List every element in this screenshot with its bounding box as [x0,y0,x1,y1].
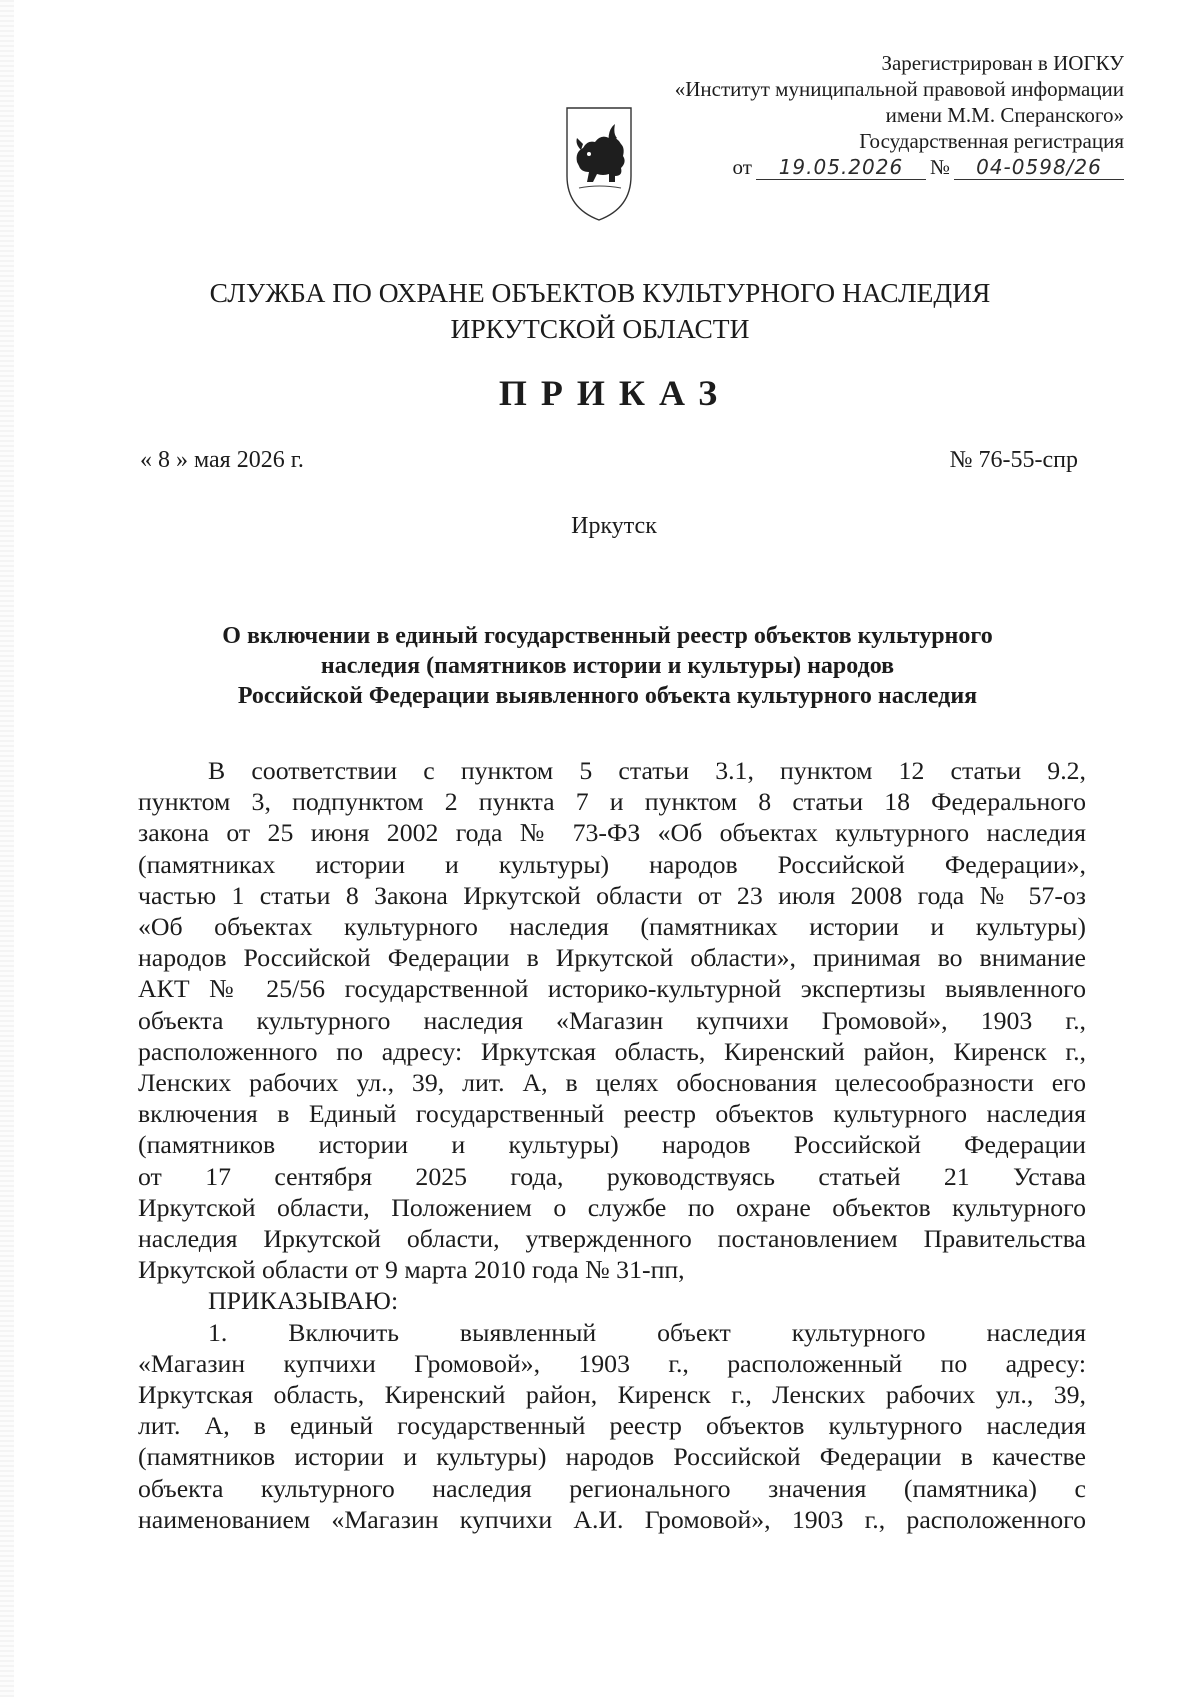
registration-line-4: Государственная регистрация [859,129,1124,153]
item-1-line: объекта культурного наследия регионального значения (памятника) с [138,1473,1086,1503]
preamble-line: Ленских рабочих ул., 39, лит. А, в целях обоснования целесообразности его [138,1068,1086,1098]
preamble-line: частью 1 статьи 8 Закона Иркутской области от 23 июля 2008 года № 57-оз [138,880,1086,910]
order-title-line-1: О включении в единый государственный реестр объектов культурного [222,623,993,649]
registration-line-3: имени М.М. Сперанского» [885,103,1124,127]
agency-name [0,275,1200,347]
agency-name-line-2: ИРКУТСКОЙ ОБЛАСТИ [450,313,750,344]
preamble-line: «Об объектах культурного наследия (памятниках истории и культуры) [138,912,1086,942]
preamble-line: наследия Иркутской области, утвержденного постановлением Правительства [138,1224,1086,1254]
item-1-line: наименованием «Магазин купчихи А.И. Громовой», 1903 г., расположенного [138,1504,1086,1534]
item-1-line: лит. А, в единый государственный реестр объектов культурного наследия [138,1411,1086,1441]
registration-number-prefix: № [929,155,950,179]
item-1-line: (памятников истории и культуры) народов Российской Федерации в качестве [138,1442,1086,1472]
preamble-line: В соответствии с пунктом 5 статьи 3.1, пунктом 12 статьи 9.2, [208,756,1086,785]
preamble-line: народов Российской Федерации в Иркутской области», принимая во внимание [138,943,1086,973]
preamble-line: АКТ № 25/56 государственной историко-культурной экспертизы выявленного [138,974,1086,1004]
registration-handwritten-row [564,154,1124,180]
registration-stamp [564,50,1124,180]
preamble-line: (памятниках истории и культуры) народов Российской Федерации», [138,849,1086,879]
preamble-line: Иркутской области, Положением о службе по охране объектов культурного [138,1192,1086,1222]
registration-date-handwritten: 19.05.2026 [756,155,926,180]
registration-from-prefix: от [732,155,752,179]
registration-line-1: Зарегистрирован в ИОГКУ [881,51,1124,75]
order-date: « 8 » мая 2026 г. [140,447,304,473]
order-title-line-3: Российской Федерации выявленного объекта культурного наследия [237,683,978,709]
preamble-line: закона от 25 июня 2002 года № 73-ФЗ «Об объектах культурного наследия [138,818,1086,848]
preamble-paragraph [138,755,1086,1285]
issue-city: Иркутск [571,513,657,539]
order-body [138,755,1086,1535]
agency-name-line-1: СЛУЖБА ПО ОХРАНЕ ОБЪЕКТОВ КУЛЬТУРНОГО НАСЛЕДИЯ [209,277,991,308]
document-type-heading: ПРИКАЗ [498,373,732,413]
preamble-line: от 17 сентября 2025 года, руководствуясь статьей 21 Устава [138,1161,1086,1191]
registration-number-handwritten: 04-0598/26 [954,155,1124,180]
preamble-line: включения в Единый государственный реестр объектов культурного наследия [138,1099,1086,1129]
preamble-line: объекта культурного наследия «Магазин купчихи Громовой», 1903 г., [138,1005,1086,1035]
order-word: ПРИКАЗЫВАЮ: [208,1286,399,1316]
preamble-line: пунктом 3, подпунктом 2 пункта 7 и пунктом 8 статьи 18 Федерального [138,787,1086,817]
item-1-paragraph [138,1317,1086,1535]
preamble-line: расположенного по адресу: Иркутская область, Киренский район, Киренск г., [138,1036,1086,1066]
scan-edge-artifact [0,0,14,1697]
item-1-line: «Магазин купчихи Громовой», 1903 г., расположенный по адресу: [138,1348,1086,1378]
order-title-line-2: наследия (памятников истории и культуры) народов [320,653,895,679]
preamble-line: (памятников истории и культуры) народов Российской Федерации [138,1130,1086,1160]
preamble-line: Иркутской области от 9 марта 2010 года № 31-пп, [138,1255,685,1285]
order-title [0,621,1200,711]
order-number: № 76-55-спр [949,447,1078,473]
item-1-line: 1. Включить выявленный объект культурного наследия [208,1317,1086,1347]
item-1-line: Иркутская область, Киренский район, Киренск г., Ленских рабочих ул., 39, [138,1380,1086,1410]
registration-line-2: «Институт муниципальной правовой информации [674,77,1124,101]
